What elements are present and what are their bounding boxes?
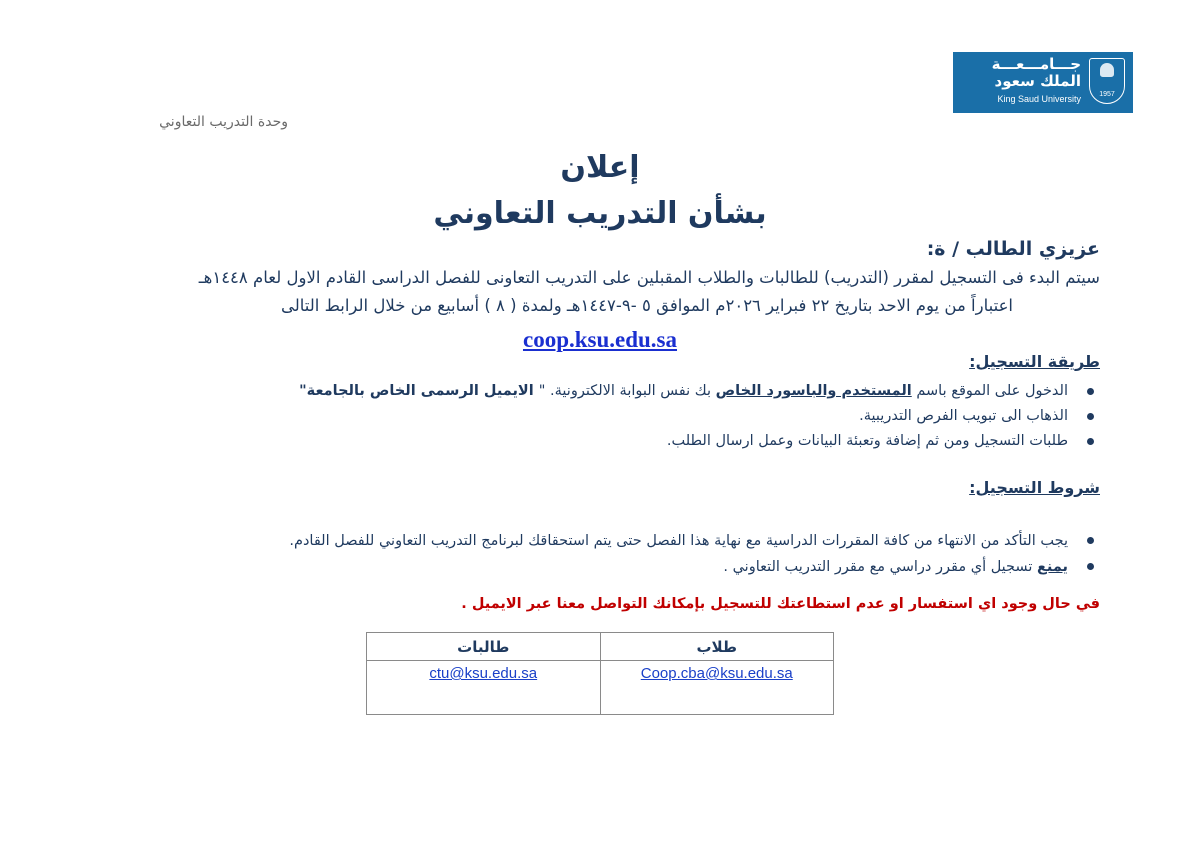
university-logo [953, 52, 1133, 113]
method-item2: الذهاب الى تبويب الفرص التدريبية. [859, 408, 1068, 424]
intro-paragraph-line2: اعتباراً من يوم الاحد بتاريخ ٢٢ فبراير ٢٠٢٦م الموافق ٥ -٩-١٤٤٧هـ ولمدة ( ٨ ) أسابيع من خلال الرابط التالى [280, 296, 1013, 315]
registration-conditions-list [289, 528, 1100, 580]
table-row [367, 633, 834, 661]
logo-arabic-line1: جـــامـــعـــة [991, 55, 1081, 73]
bullet-icon [1087, 438, 1094, 445]
bullet-icon [1087, 563, 1094, 570]
announcement-title: إعلان [560, 150, 640, 185]
coop-website-link[interactable]: coop.ksu.edu.sa [522, 327, 678, 352]
bullet-icon [1087, 413, 1094, 420]
announcement-subtitle: بشأن التدريب التعاوني [433, 196, 767, 231]
bullet-icon [1087, 388, 1094, 395]
contacts-table [366, 632, 834, 715]
list-item [299, 404, 1100, 429]
method-item1-bold2: الايميل الرسمى الخاص بالجامعة" [299, 383, 539, 399]
list-item [299, 429, 1100, 454]
method-item1-part2: بك نفس البوابة الالكترونية. " [538, 383, 716, 399]
palm-tree-icon [1100, 63, 1114, 77]
condition-item1: يجب التأكد من الانتهاء من كافة المقررات الدراسية مع نهاية هذا الفصل حتى يتم استحقاقك لبرنامج التدريب التعاوني للفصل القادم. [289, 533, 1068, 549]
header-female-students: طالبات [367, 633, 601, 661]
method-item1-part1: الدخول على الموقع باسم [911, 383, 1068, 399]
intro-paragraph-line1: سيتم البدء فى التسجيل لمقرر (التدريب) للطالبات والطلاب المقبلين على التدريب التعاونى للفصل الدراسى القادم الاول لعام ١٤٤٨هـ [198, 268, 1100, 287]
palm-swords-emblem-icon [1089, 58, 1125, 104]
method-item1-bold: المستخدم والباسورد الخاص [715, 383, 912, 399]
bullet-icon [1087, 537, 1094, 544]
condition-item2-rest: تسجيل أي مقرر دراسي مع مقرر التدريب التعاوني . [723, 559, 1037, 575]
registration-method-list [299, 379, 1100, 454]
table-row [367, 661, 834, 715]
logo-arabic-line2: الملك سعود [994, 72, 1081, 90]
list-item [299, 379, 1100, 404]
contact-note: في حال وجود اي استفسار او عدم استطاعتك للتسجيل بإمكانك التواصل معنا عبر الايميل . [461, 596, 1100, 612]
email-female-link[interactable]: ctu@ksu.edu.sa [367, 661, 601, 715]
list-item [289, 528, 1100, 554]
unit-name: وحدة التدريب التعاوني [159, 114, 288, 130]
email-male-link[interactable]: Coop.cba@ksu.edu.sa [600, 661, 834, 715]
logo-english-text: King Saud University [997, 94, 1081, 104]
greeting: عزيزي الطالب / ة: [926, 238, 1100, 260]
registration-method-heading: طريقة التسجيل: [969, 352, 1100, 371]
condition-item2-bold: يمنع [1037, 559, 1068, 575]
seal-year: 1957 [1099, 91, 1115, 98]
logo-arabic-text [961, 56, 1081, 90]
registration-conditions-heading: شروط التسجيل: [969, 478, 1100, 497]
list-item [289, 554, 1100, 580]
method-item3: طلبات التسجيل ومن ثم إضافة وتعبئة البيانات وعمل ارسال الطلب. [666, 433, 1068, 449]
header-male-students: طلاب [600, 633, 834, 661]
